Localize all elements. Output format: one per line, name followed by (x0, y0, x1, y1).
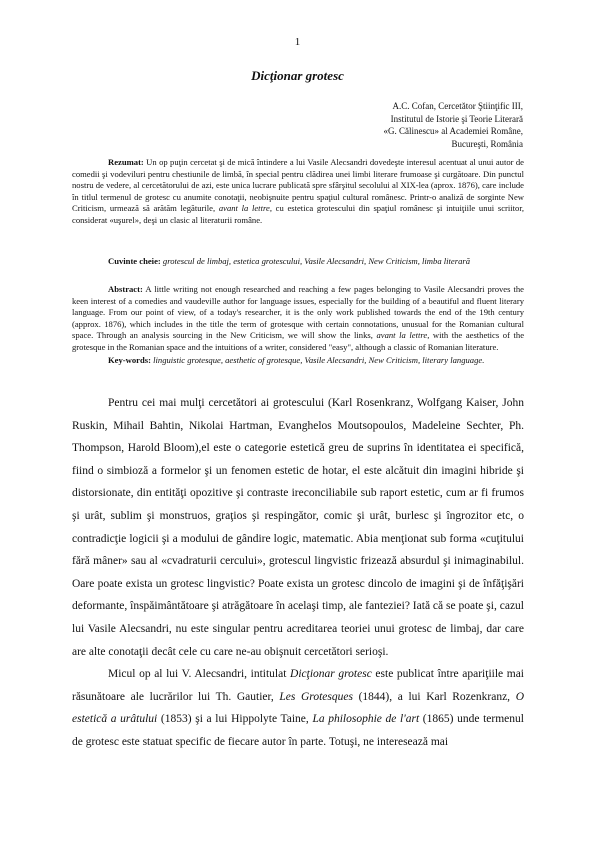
p2-text: este publicat între apariţiile mai răsunătoare ale lucrărilor lui Th. Gautier, (72, 668, 524, 703)
rezumat-paragraph (72, 157, 524, 227)
affiliation-line: Institutul de Istorie şi Teorie Literară (390, 113, 523, 124)
affiliation-line: A.C. Cofan, Cercetător Ştiinţific III, (392, 101, 523, 111)
rezumat-text: Un op puţin cercetat şi de mică întindere a lui Vasile Alecsandri dovedeşte interesul acentuat al unui autor de comedii şi vodeviluri pentru chestiunile de limbă, în special pentru clădirea unei limbi literare frumoase şi curgătoare. Din punctul nostru de vedere, al cercetătorului de azi, este unica lucrare publicată spre sfârşitul secolului al XIX-lea (aprox. 1876), care include în titlul termenul de grotesc cu anumite conotaţii, neobişnuite pentru spaţiul cultural românesc. Printr-o analiză de sorginte New Criticism, urmează să arătăm legăturile, (72, 157, 524, 214)
p2-italic: La philosophie de l'art (312, 713, 420, 726)
rezumat-text-end: , cu estetica grotescului din spaţiul românesc şi intuiţiile unui scriitor, considerat «uşurel», deşi un clasic al literaturii române. (72, 203, 525, 225)
rezumat-label: Rezumat: (108, 157, 144, 167)
cuvinte-cheie-paragraph (72, 256, 524, 268)
p2-italic: Dicţionar grotesc (290, 668, 372, 681)
p2-italic: O estetică a urâtului (72, 690, 524, 726)
body-text (72, 392, 524, 754)
abstract-text: A little writing not enough researched and reaching a few pages belonging to Vasile Alecsandri proves the keen interest of a comedies and vaudeville author for language issues, especially for the building of a beautiful and fluent literary language. From our point of view, of a today's researcher, it is the only work published towards the end of the 19th century (approx. 1876), which includes in the title the term of grotesque with certain connotations, unusual for the Romanian cultural space. Through an analysis sourcing in the New Criticism, we will show the links, (72, 284, 524, 341)
author-affiliation (384, 100, 523, 150)
abstract-paragraph (72, 284, 524, 354)
p2-text: (1865) unde termenul de grotesc este statuat specific de fiecare autor în parte. Totuşi, ne interesează mai (72, 713, 524, 748)
body-paragraph-1: Pentru cei mai mulţi cercetători ai grotescului (Karl Rosenkranz, Wolfgang Kaiser, John Ruskin, Mihail Bahtin, Nikolai Hartman, Evanghelos Moutsopoulos, Madeleine Sechter, Ph. Thompson, Harold Bloom),el este o categorie estetică greu de suprins în identitatea ei specifică, fiind o simbioză a formelor şi un fenomen estetic de hotar, el este alcătuit din imagini hibride şi distorsionate, din entităţi opozitive şi contraste ireconciliabile sub raport estetic, cum ar fi frumos şi urât, sublim şi monstruos, graţios şi respingător, comic şi urât, burlesc şi îngrozitor etc, o contradicţie logicii şi a modului de gândire logic, matematic. Abia menţionat sub forma «cuţitului fără mâner» sau al «cvadraturii cercului», grotescul lingvistic frizează absurdul şi inimaginabilul. Oare poate exista un grotesc lingvistic? Poate exista un grotesc dincolo de imagini şi de înfăţişări deformante, înspăimântătoare şi atrăgătoare în acelaşi timp, ale fanteziei? Iată că se poate şi, cazul lui Vasile Alecsandri, nu este singular pentru acreditarea teoriei unui grotesc de limbaj, dar care are alte conotaţii decât cele cu care ne-au obişnuit cercetători serioşi. (72, 397, 524, 658)
p2-text: (1844), a lui Karl Rozenkranz, (352, 690, 516, 703)
abstract-text-end: , with the aesthetics of the grotesque in the Romanian space and the intuitions of a writer, considered "easy", although a classic of Romanian literature. (72, 330, 525, 352)
abstract-label: Abstract: (108, 284, 143, 294)
body-paragraph-2 (72, 663, 524, 753)
page-number: 1 (294, 36, 301, 48)
rezumat-italic: avant la lettre (218, 203, 270, 214)
p2-text: Micul op al lui V. Alecsandri, intitulat (108, 668, 291, 681)
affiliation-line: «G. Călinescu» al Academiei Române, (383, 126, 523, 136)
keywords-label: Key-words: (108, 355, 151, 365)
cuvinte-cheie-label: Cuvinte cheie: (108, 256, 161, 266)
paper-title: Dicţionar grotesc (251, 68, 344, 83)
keywords-text: linguistic grotesque, aesthetic of grotesque, Vasile Alecsandri, New Criticism, literary language. (150, 355, 485, 365)
cuvinte-cheie-text: grotescul de limbaj, estetica grotescului, Vasile Alecsandri, New Criticism, limba literară (160, 256, 471, 266)
keywords-paragraph (72, 355, 524, 367)
abstract-italic: avant la lettre (376, 330, 428, 341)
p2-text: (1853) şi a lui Hippolyte Taine, (157, 713, 313, 726)
p2-italic: Les Grotesques (279, 690, 353, 703)
affiliation-line: Bucureşti, România (451, 138, 523, 149)
